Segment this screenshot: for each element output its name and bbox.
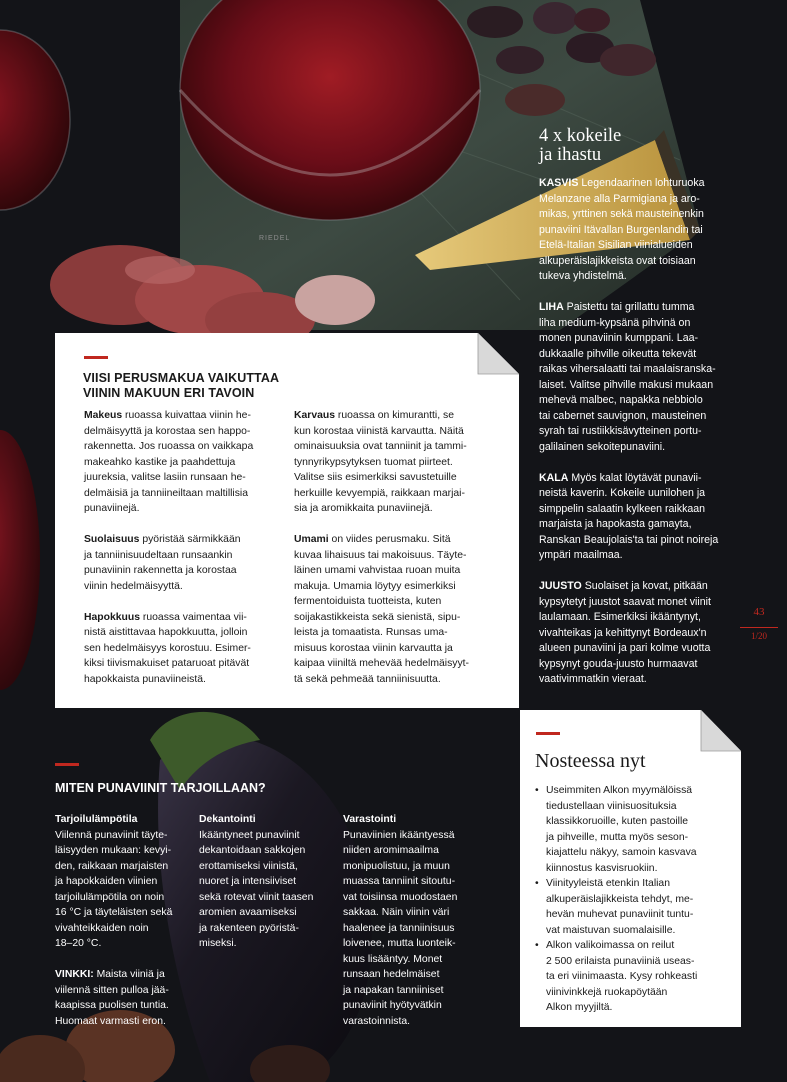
text-line: klassikkoruoille, kuten pastoille <box>546 816 689 827</box>
text-line <box>84 455 284 471</box>
keyword: Suolaisuus <box>84 534 140 545</box>
text-line <box>294 610 504 626</box>
line-text: Legendaarinen lohturuoka <box>581 177 705 189</box>
line-text: vat toisiinsa muodostaen <box>343 891 458 903</box>
text-line: 2 500 erilaista punaviiniä useas- <box>546 955 695 967</box>
line-text: soijakastikkeista sekä sienistä, sipu- <box>294 611 461 623</box>
line-text: Punaviinien ikääntyessä <box>343 829 455 841</box>
text-line <box>55 936 190 952</box>
text-line <box>343 967 478 983</box>
text-line <box>84 470 284 486</box>
text-line <box>539 610 739 626</box>
text-line <box>539 424 739 440</box>
line-text: laulamaan. Esimerkiksi ikääntynyt, <box>539 611 701 623</box>
line-text: kypsynyt gouda-juusto hurmaavat <box>539 657 698 670</box>
line-text: viinin hedelmäisyyttä. <box>84 580 183 592</box>
keyword: Umami <box>294 534 329 545</box>
line-text: vivahteikas ja kehittynyt Bordeaux'n <box>539 626 707 639</box>
text-line <box>294 656 504 672</box>
text-line <box>294 625 504 641</box>
line-text: tukeva yhdistelmä. <box>539 270 627 282</box>
text-line <box>539 254 739 270</box>
line-text: tynnyrikypsytyksen tuomat piirteet. <box>294 456 453 468</box>
line-text: ympäri maailmaa. <box>539 549 623 561</box>
text-line <box>539 548 739 564</box>
feature-section-juusto <box>539 579 739 688</box>
line-text: rakennetta. Jos ruoassa on vaikkapa <box>84 441 254 452</box>
serving-subheading: Tarjoilulämpötila <box>55 814 138 825</box>
line-text: raikas vihersalaatti tai maalaisranska- <box>539 363 716 375</box>
text-line <box>294 501 504 517</box>
text-line <box>199 843 334 859</box>
trending-accent-bar <box>536 732 560 735</box>
line-text: läinen umami vahvistaa ruoan muita <box>294 565 461 576</box>
text-line <box>343 1014 478 1030</box>
text-line <box>84 548 284 564</box>
text-line <box>84 672 284 688</box>
text-line <box>55 983 190 999</box>
line-text: on viides perusmaku. Sitä <box>331 534 451 545</box>
line-text: nistä aistittavaa hapokkuutta, jolloin <box>84 627 248 638</box>
trending-list <box>535 783 720 1016</box>
line-text: pyöristää särmikkään <box>142 534 241 545</box>
line-text: 16 °C ja täyteläisten sekä <box>55 907 173 918</box>
line-text: Melanzane alla Parmigiana ja aro- <box>539 192 700 205</box>
trending-item <box>535 938 720 1016</box>
text-line <box>55 998 190 1014</box>
line-text: misuus korostaa viinin karvautta ja <box>294 642 453 654</box>
line-text: ominaisuuksia ovat tanniinit ja tammi- <box>294 441 467 452</box>
text-line <box>199 828 334 844</box>
text-line <box>55 828 190 844</box>
text-line <box>84 625 284 641</box>
line-text: läisyyden mukaan: kevyi- <box>55 845 172 856</box>
text-line <box>294 408 504 424</box>
line-text: sekä rotevat viinit taasen <box>199 891 314 903</box>
text-line <box>539 626 739 642</box>
text-line <box>84 424 284 440</box>
text-line: vat maistuvan suomalaisille. <box>546 924 676 936</box>
text-line <box>294 579 504 595</box>
line-text: leista ja tomaatista. Runsas uma- <box>294 627 448 638</box>
line-text: galilainen sekoitepunaviini. <box>539 440 666 453</box>
line-text: erottamiseksi viinistä, <box>199 860 298 872</box>
text-line <box>539 641 739 657</box>
line-text: nuoret ja intensiiviset <box>199 876 297 887</box>
line-text: tarjoilulämpötila on noin <box>55 891 165 903</box>
keyword: KALA <box>539 471 569 484</box>
text-line: • Alkon valikoimassa on reilut <box>546 940 675 951</box>
text-line <box>84 486 284 502</box>
keyword: Hapokkuus <box>84 611 141 623</box>
taste-umami <box>294 532 504 687</box>
line-text: niiden aromimaailma <box>343 845 439 856</box>
line-text: simppelin salaatin kylkeen raikkaan <box>539 502 706 515</box>
text-line <box>55 1014 190 1030</box>
keyword: Karvaus <box>294 410 336 421</box>
text-line <box>294 548 504 564</box>
text-line <box>199 859 334 875</box>
taste-suolaisuus <box>84 532 284 594</box>
line-text: kypsytetyt juustot saavat monet viinit <box>539 595 711 608</box>
line-text: monipuolistuu, ja muun <box>343 860 450 872</box>
line-text: Viilennä punaviinit täyte- <box>55 829 168 841</box>
line-text: Etelä-Italian Sisilian viinialueiden <box>539 239 693 251</box>
text-line <box>539 409 739 425</box>
text-line <box>294 486 504 502</box>
line-text: punaviini Itävallan Burgenlandin tai <box>539 223 703 236</box>
text-line <box>343 828 478 844</box>
text-line <box>343 936 478 952</box>
line-text: tä sekä pehmeää tanniinisuutta. <box>294 673 441 685</box>
text-line <box>343 843 478 859</box>
feature-section-kala <box>539 471 739 564</box>
text-line <box>55 843 190 859</box>
text-line <box>343 952 478 968</box>
serving-subheading: Varastointi <box>343 814 397 825</box>
text-line <box>343 859 478 875</box>
line-text: Ranskan Beaujolais'ta tai pinot noireja <box>539 533 719 546</box>
line-text: Valitse siis esimerkiksi savustetuille <box>294 472 457 483</box>
text-line <box>55 859 190 875</box>
line-text: vivahteikkaiden noin <box>55 922 149 934</box>
text-line <box>539 471 739 487</box>
serving-subheading: Dekantointi <box>199 814 256 825</box>
serving-column-storage <box>343 812 478 1045</box>
line-text: kaipaa viiniltä mehevää hedelmäisyyt- <box>294 658 469 669</box>
line-text: Paistettu tai grillattu tumma <box>566 301 695 313</box>
text-line <box>539 393 739 409</box>
line-text: makeahko kastike ja paahdettuja <box>84 456 236 468</box>
trending-item <box>535 783 720 876</box>
text-line <box>343 983 478 999</box>
line-text: punaviinin rakennetta ja korostaa <box>84 565 237 576</box>
trending-title: Nosteessa nyt <box>535 750 646 772</box>
line-text: juureksia, valitse lasiin runsaan he- <box>84 472 246 483</box>
serving-title: MITEN PUNAVIINIT TARJOILLAAN? <box>55 781 266 795</box>
text-line <box>539 657 739 673</box>
text-line <box>84 579 284 595</box>
text-line <box>343 905 478 921</box>
text-line <box>55 905 190 921</box>
line-text: punaviinit hyötyvätkin <box>343 1000 442 1011</box>
line-text: sia ja aromikkaita punaviinejä. <box>294 503 433 514</box>
line-text: dekantoidaan sakkojen <box>199 845 306 856</box>
tastes-accent-bar <box>84 356 108 359</box>
line-text: alueen punaviini ja pari kolme vuotta <box>539 642 711 654</box>
text-line <box>84 408 284 424</box>
line-text: viilennä sitten pulloa jää- <box>55 984 169 996</box>
line-text: ruoassa kuivattaa viinin he- <box>125 410 251 421</box>
text-line <box>343 890 478 906</box>
line-text: aromien avaamiseksi <box>199 907 297 918</box>
text-line <box>199 874 334 890</box>
text-line <box>294 470 504 486</box>
text-line <box>84 501 284 517</box>
text-line <box>343 921 478 937</box>
text-line <box>539 238 739 254</box>
text-line <box>539 517 739 533</box>
keyword: LIHA <box>539 301 564 313</box>
text-line <box>294 455 504 471</box>
serving-paragraph <box>55 828 190 952</box>
feature-section-liha <box>539 300 739 455</box>
tastes-right-column <box>294 408 504 703</box>
text-line <box>294 672 504 688</box>
line-text: kun korostaa viinistä karvautta. Näitä <box>294 425 464 437</box>
line-text: hapokkaista punaviineistä. <box>84 673 206 685</box>
serving-column-temperature <box>55 812 190 1045</box>
text-line <box>294 424 504 440</box>
line-text: runsaan hedelmäiset <box>343 969 440 980</box>
line-text: ruoassa on kimurantti, se <box>337 410 454 421</box>
text-line <box>55 921 190 937</box>
text-line <box>294 563 504 579</box>
line-text: liha medium-kypsänä pihvinä on <box>539 316 691 329</box>
text-line: kiajattelu näkyy, samoin kasvava <box>546 847 697 858</box>
serving-accent-bar <box>55 763 79 766</box>
line-text: ruoassa vaimentaa vii- <box>142 611 247 623</box>
taste-karvaus <box>294 408 504 517</box>
text-line <box>539 579 739 595</box>
line-text: 18–20 °C. <box>55 938 102 949</box>
text-line <box>539 347 739 363</box>
line-text: alkuperäislajikkeista ovat toisiaan <box>539 254 696 267</box>
line-text: kuvaa lihaisuus tai makoisuus. Täyte- <box>294 549 467 561</box>
line-text: Maista viiniä ja <box>96 969 165 980</box>
line-text: mehevä malbec, napakka nebbiolo <box>539 394 703 406</box>
line-text: Suolaiset ja kovat, pitkään <box>584 580 708 592</box>
line-text: ja rakenteen pyöristä- <box>199 922 299 934</box>
text-line: viinivinkkejä ruokapöytään <box>546 986 668 998</box>
serving-paragraph <box>343 828 478 1030</box>
line-text: monen punaviinin kumppani. Laa- <box>539 332 699 344</box>
text-line <box>539 486 739 502</box>
glass-brand-mark: RIEDEL <box>259 235 291 242</box>
text-line: tiedustellaan viinisuosituksia <box>546 800 677 812</box>
line-text: marjaista ja hapokasta gamayta, <box>539 518 692 530</box>
keyword: Makeus <box>84 410 123 421</box>
text-line: Alkon myyjiltä. <box>546 1002 613 1013</box>
line-text: makuja. Umamia löytyy esimerkiksi <box>294 580 456 592</box>
text-line <box>539 502 739 518</box>
tastes-left-column <box>84 408 284 703</box>
text-line: • Viinityyleistä etenkin Italian <box>546 878 670 889</box>
text-line <box>539 192 739 208</box>
taste-makeus <box>84 408 284 517</box>
text-line <box>294 641 504 657</box>
taste-hapokkuus <box>84 610 284 688</box>
line-text: syrah tai rustiikkisävytteinen portu- <box>539 425 702 437</box>
line-text: haalenee ja tanniinisuus <box>343 922 455 934</box>
text-line <box>84 656 284 672</box>
line-text: kuus lisääntyy. Monet <box>343 953 443 965</box>
text-line: hevän muhevat punaviinit tuntu- <box>546 909 694 920</box>
text-line <box>199 936 334 952</box>
text-line <box>84 563 284 579</box>
tastes-title: VIISI PERUSMAKUA VAIKUTTAA VIININ MAKUUN ERI TAVOIN <box>83 371 280 400</box>
text-line: ja pihveille, mutta myös seson- <box>546 831 689 843</box>
text-line <box>539 362 739 378</box>
text-line <box>539 176 739 192</box>
line-text: mikas, yrttinen sekä mausteinenkin <box>539 208 704 220</box>
text-line <box>539 595 739 611</box>
serving-paragraph <box>55 967 190 1029</box>
text-line <box>343 998 478 1014</box>
text-line <box>539 378 739 394</box>
text-line <box>539 440 739 456</box>
text-line <box>84 610 284 626</box>
trending-item <box>535 876 720 938</box>
keyword: VINKKI: <box>55 969 94 980</box>
line-text: fermentoiduista tuotteista, kuten <box>294 596 442 607</box>
text-line <box>539 300 739 316</box>
line-text: laiset. Valitse pihville makusi mukaan <box>539 378 714 391</box>
keyword: KASVIS <box>539 177 579 189</box>
feature-title: 4 x kokeile ja ihastu <box>539 126 622 165</box>
text-line <box>539 316 739 332</box>
line-text: kaapissa puolisen tuntia. <box>55 1000 169 1011</box>
text-line: alkuperäislajikkeista tehdyt, me- <box>546 893 694 905</box>
text-line <box>539 207 739 223</box>
text-line <box>539 672 739 688</box>
text-line <box>343 874 478 890</box>
page-number: 43 1/20 <box>740 606 778 642</box>
text-line <box>55 890 190 906</box>
line-text: tai cabernet sauvignon, mausteinen <box>539 409 707 422</box>
line-text: ja hapokkaiden viinien <box>55 876 158 887</box>
text-line <box>55 967 190 983</box>
line-text: den, raikkaan marjaisten <box>55 860 169 872</box>
serving-paragraph <box>199 828 334 952</box>
line-text: Huomaat varmasti eron. <box>55 1015 166 1027</box>
text-line <box>294 532 504 548</box>
text-line <box>55 874 190 890</box>
line-text: kiksi tiivismakuiset pataruoat pitävät <box>84 658 250 669</box>
line-text: varastoinnista. <box>343 1015 410 1027</box>
line-text: muassa tanniinit sitoutu- <box>343 876 456 887</box>
text-line <box>539 533 739 549</box>
serving-column-decanting <box>199 812 334 967</box>
line-text: loivenee, mutta luonteik- <box>343 938 456 949</box>
text-line: ta eri viinimaasta. Kysy rohkeasti <box>546 971 698 982</box>
text-line <box>539 331 739 347</box>
line-text: dukkaalle pihville oikeutta tekevät <box>539 347 697 360</box>
text-line <box>84 532 284 548</box>
keyword: JUUSTO <box>539 580 582 592</box>
line-text: delmäisyyttä ja korostaa sen happo- <box>84 425 251 437</box>
text-line <box>539 223 739 239</box>
line-text: Ikääntyneet punaviinit <box>199 829 300 841</box>
text-line: • Useimmiten Alkon myymälöissä <box>546 785 693 796</box>
line-text: sakkaa. Näin viinin väri <box>343 907 450 918</box>
line-text: miseksi. <box>199 938 237 949</box>
line-text: ja tanniinisuudeltaan runsaankin <box>84 549 233 561</box>
feature-section-kasvis <box>539 176 739 285</box>
text-line <box>294 439 504 455</box>
text-line: kiinnostus kasvisruokiin. <box>546 862 658 874</box>
line-text: neistä kaverin. Kokeile uunilohen ja <box>539 487 706 499</box>
line-text: Myös kalat löytävät punavii- <box>571 471 702 484</box>
line-text: delmäisiä ja tanniineiltaan maltillisia <box>84 487 249 499</box>
line-text: vaativimmatkin vieraat. <box>539 673 647 685</box>
text-line <box>199 890 334 906</box>
text-line <box>199 905 334 921</box>
feature-column <box>539 176 739 703</box>
text-line <box>84 439 284 455</box>
text-line <box>199 921 334 937</box>
line-text: ja napakan tanniiniset <box>343 984 444 996</box>
line-text: herkuille kevyempiä, raikkaan marjai- <box>294 487 465 499</box>
line-text: punaviinejä. <box>84 503 140 514</box>
text-line <box>294 594 504 610</box>
text-line <box>84 641 284 657</box>
text-line <box>539 269 739 285</box>
line-text: sen hedelmäisyys korostuu. Esimer- <box>84 642 251 654</box>
